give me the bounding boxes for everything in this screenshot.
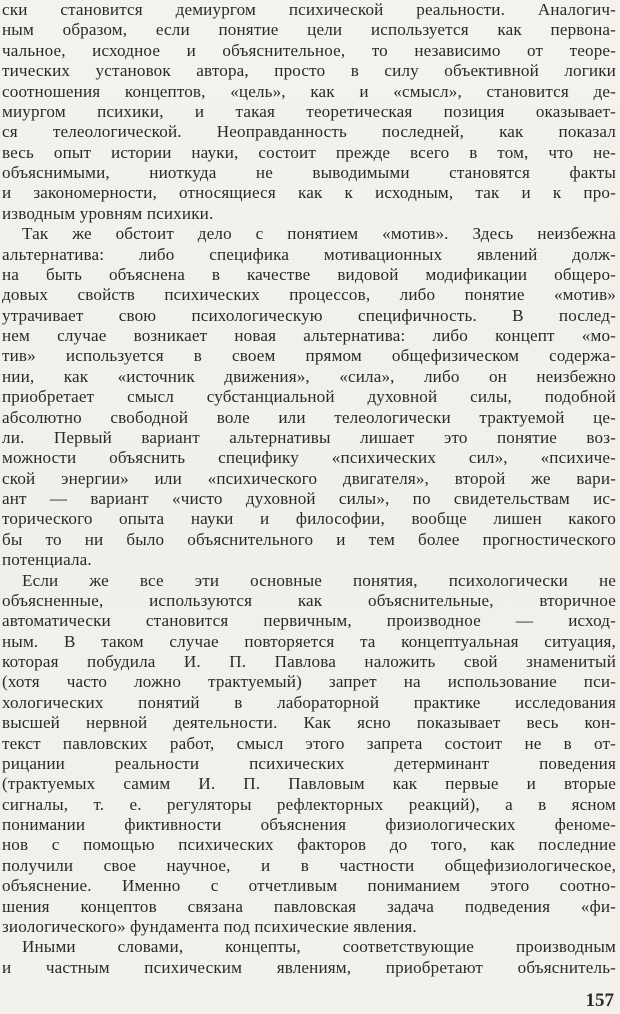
text-line: приобретает смысл субстанциальной духовной силы, подобной [2,387,616,407]
text-line: ным образом, если понятие цели используется как первона- [2,20,616,40]
text-line: рицании реальности психических детерминант поведения [2,753,616,773]
text-line: можности объяснить специфику «психических сил», «психиче- [2,448,616,468]
text-line: (хотя часто ложно трактуемый) запрет на использование пси- [2,672,616,692]
text-line: текст павловских работ, смысл этого запрета состоит не в от- [2,733,616,753]
text-line: и закономерности, относящиеся как к исходным, так и к про- [2,183,616,203]
text-line: понимании фиктивности объяснения физиологических феноме- [2,815,616,834]
text-line: объясненные, используются как объяснительные, вторичное [2,590,616,610]
text-line: Если же все эти основные понятия, психологически не [22,570,616,590]
text-line: довых свойств психических процессов, либо понятие «мотив» [2,285,616,305]
text-line: объяснимыми, ниоткуда не выводимыми становятся факты [2,163,616,182]
text-line: зиологического» фундамента под психические явления. [2,916,417,936]
text-line: ской энергии» или «психического двигателя», второй же вари- [2,468,616,488]
text-line: абсолютно свободной воле или телеологически трактуемой це- [2,407,616,427]
text-line: соотношения концептов, «цель», как и «смысл», становится де- [2,81,616,101]
text-line: высшей нервной деятельности. Как ясно показывает весь кон- [2,713,616,733]
text-line: ли. Первый вариант альтернативы лишает это понятие воз- [2,427,616,447]
text-line: получили свое научное, и в частности общефизиологическое, [2,855,616,875]
text-line: нем случае возникает новая альтернатива: либо концепт «мо- [2,326,616,345]
text-line: и частным психическим явлениям, приобретают объяснитель- [2,957,616,977]
text-line: автоматически становится первичным, производное — исход- [2,611,616,631]
text-line: торического опыта науки и философии, вообще лишен какого [2,509,616,529]
page-number: 157 [585,990,614,1011]
text-line: бы то ни было объяснительного и тем более прогностического [2,529,616,549]
text-line: потенциала. [2,550,92,570]
text-line: ным. В таком случае повторяется та концептуальная ситуация, [2,631,616,651]
text-line: объяснение. Именно с отчетливым пониманием этого соотно- [2,876,616,896]
text-line: (трактуемых самим И. П. Павловым как первые и вторые [2,774,616,794]
text-line: ант — вариант «чисто духовной силы», по свидетельствам ис- [2,489,616,508]
text-line: нов с помощью психических факторов до того, как последние [2,835,616,855]
text-line: ся телеологической. Неоправданность последней, как показал [2,122,616,142]
text-line: альтернатива: либо специфика мотивационных явлений долж- [2,244,616,264]
text-line: чальное, исходное и объяснительное, то независимо от теоре- [2,40,616,60]
text-line: весь опыт истории науки, состоит прежде всего в том, что не- [2,142,616,162]
text-line: Иными словами, концепты, соответствующие производным [22,937,616,957]
text-line: ски становится демиургом психической реальности. Аналогич- [2,0,616,19]
text-line: утрачивает свою психологическую специфичность. В послед- [2,305,616,325]
text-line: которая побудила И. П. Павлова наложить свой знаменитый [2,652,616,671]
text-line: хологических понятий в лабораторной практике исследования [2,692,616,712]
text-line: тических установок автора, просто в силу объективной логики [2,61,616,81]
text-line: на быть объяснена в качестве видовой модификации общеро- [2,264,616,284]
body-text [2,0,616,978]
text-line: шения концептов связана павловская задача подведения «фи- [2,896,616,916]
text-line: нии, как «источник движения», «сила», либо он неизбежно [2,366,616,386]
text-line: миургом психики, и такая теоретическая позиция оказывает- [2,101,616,121]
text-line: Так же обстоит дело с понятием «мотив». Здесь неизбежна [22,224,616,244]
text-line: тив» используется в своем прямом общефизическом содержа- [2,346,616,366]
text-line: сигналы, т. е. регуляторы рефлекторных реакций), а в ясном [2,794,616,814]
text-line: изводным уровням психики. [2,203,214,223]
